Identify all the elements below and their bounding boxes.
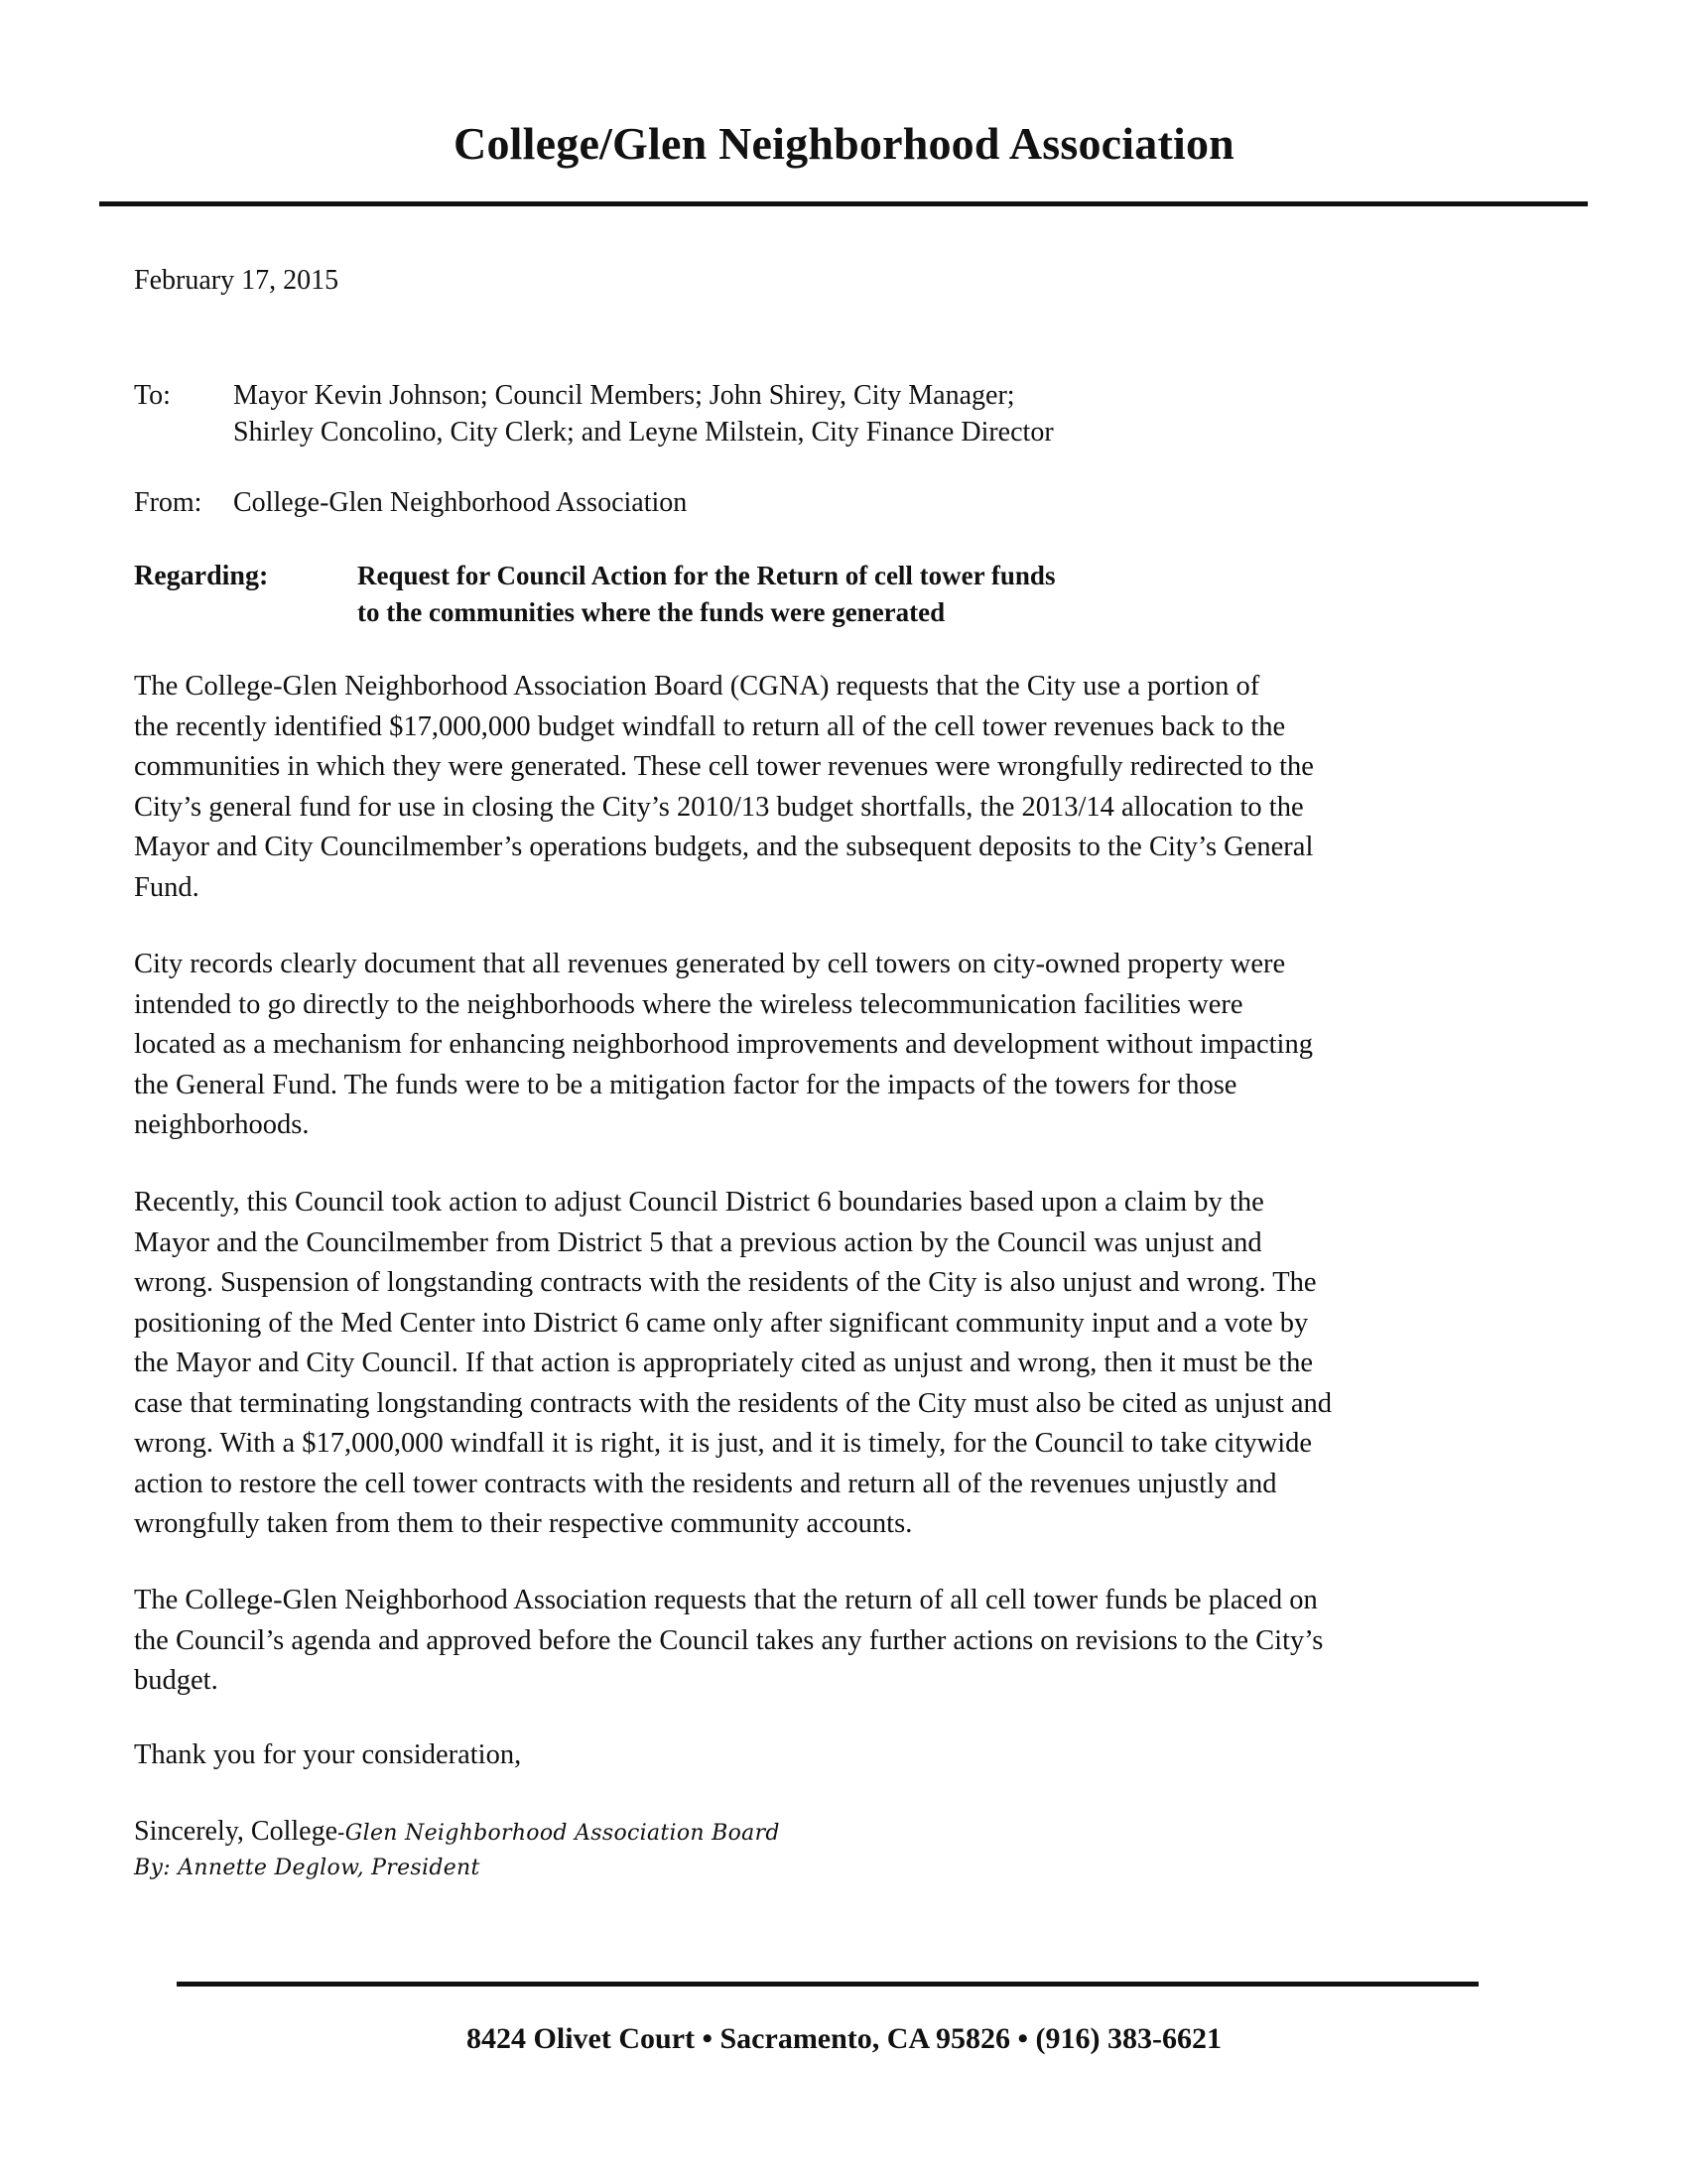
organization-title: College/Glen Neighborhood Association [454, 118, 1234, 169]
paragraph-line: budget. [134, 1665, 218, 1696]
body-paragraph-1 [134, 667, 1563, 908]
paragraph-line: the Council’s agenda and approved before the Council takes any further actions on revisions to the City’s [134, 1624, 1324, 1656]
paragraph-line: the recently identified $17,000,000 budget windfall to return all of the cell tower revenues back to the [134, 710, 1286, 742]
signer-line: By: Annette Deglow, President [134, 1856, 480, 1880]
paragraph-line: the General Fund. The funds were to be a mitigation factor for the impacts of the towers for those [134, 1069, 1237, 1100]
body-paragraph-3 [134, 1183, 1563, 1545]
regarding-line: to the communities where the funds were generated [357, 597, 946, 627]
signoff-line [134, 1816, 780, 1848]
paragraph-line: wrong. Suspension of longstanding contracts with the residents of the City is also unjust and wrong. The [134, 1267, 1317, 1298]
paragraph-line: Mayor and City Councilmember’s operations budgets, and the subsequent deposits to the City’s General [134, 832, 1314, 862]
body-paragraph-2 [134, 945, 1563, 1146]
paragraph-line: The College-Glen Neighborhood Association requests that the return of all cell tower funds be placed on [134, 1585, 1318, 1615]
header-divider [99, 201, 1588, 206]
paragraph-line: Fund. [134, 871, 199, 903]
paragraph-line: City’s general fund for use in closing the City’s 2010/13 budget shortfalls, the 2013/14 allocation to the [134, 791, 1304, 823]
footer-divider [177, 1982, 1479, 1987]
closing-line: Thank you for your consideration, [134, 1739, 522, 1770]
letter-date: February 17, 2015 [134, 265, 339, 296]
paragraph-line: City records clearly document that all revenues generated by cell towers on city-owned property were [134, 949, 1286, 979]
from-sender: College-Glen Neighborhood Association [233, 487, 688, 518]
paragraph-line: The College-Glen Neighborhood Association Board (CGNA) requests that the City use a portion of [134, 671, 1260, 702]
paragraph-line: Mayor and the Councilmember from District 5 that a previous action by the Council was unjust and [134, 1226, 1262, 1258]
to-line: Shirley Concolino, City Clerk; and Leyne Milstein, City Finance Director [233, 417, 1054, 448]
paragraph-line: communities in which they were generated. These cell tower revenues were wrongfully redirected to the [134, 751, 1314, 782]
regarding-subject [357, 558, 1055, 631]
paragraph-line: located as a mechanism for enhancing neighborhood improvements and development without impacting [134, 1029, 1313, 1060]
paragraph-line: case that terminating longstanding contracts with the residents of the City must also be cited as unjust and [134, 1387, 1333, 1419]
body-paragraph-4 [134, 1581, 1563, 1702]
paragraph-line: wrong. With a $17,000,000 windfall it is right, it is just, and it is timely, for the Council to take citywide [134, 1428, 1313, 1459]
signoff-prefix: Sincerely, College [134, 1816, 338, 1847]
paragraph-line: action to restore the cell tower contracts with the residents and return all of the revenues unjustly and [134, 1468, 1277, 1499]
regarding-label: Regarding: [134, 561, 269, 591]
paragraph-line: intended to go directly to the neighborhoods where the wireless telecommunication facilities were [134, 988, 1243, 1020]
paragraph-line: positioning of the Med Center into District 6 came only after significant community input and a vote by [134, 1307, 1309, 1339]
footer-address: 8424 Olivet Court • Sacramento, CA 95826 • (916) 383-6621 [466, 2022, 1222, 2055]
paragraph-line: wrongfully taken from them to their respective community accounts. [134, 1508, 913, 1539]
from-label: From: [134, 487, 202, 518]
signoff-script: -Glen Neighborhood Association Board [337, 1821, 780, 1846]
paragraph-line: neighborhoods. [134, 1109, 310, 1140]
to-recipients [233, 377, 1054, 450]
to-line: Mayor Kevin Johnson; Council Members; John Shirey, City Manager; [233, 380, 1015, 411]
paragraph-line: the Mayor and City Council. If that action is appropriately cited as unjust and wrong, then it must be the [134, 1348, 1314, 1378]
paragraph-line: Recently, this Council took action to adjust Council District 6 boundaries based upon a claim by the [134, 1187, 1264, 1218]
to-label: To: [134, 380, 171, 411]
regarding-line: Request for Council Action for the Return of cell tower funds [357, 561, 1056, 590]
